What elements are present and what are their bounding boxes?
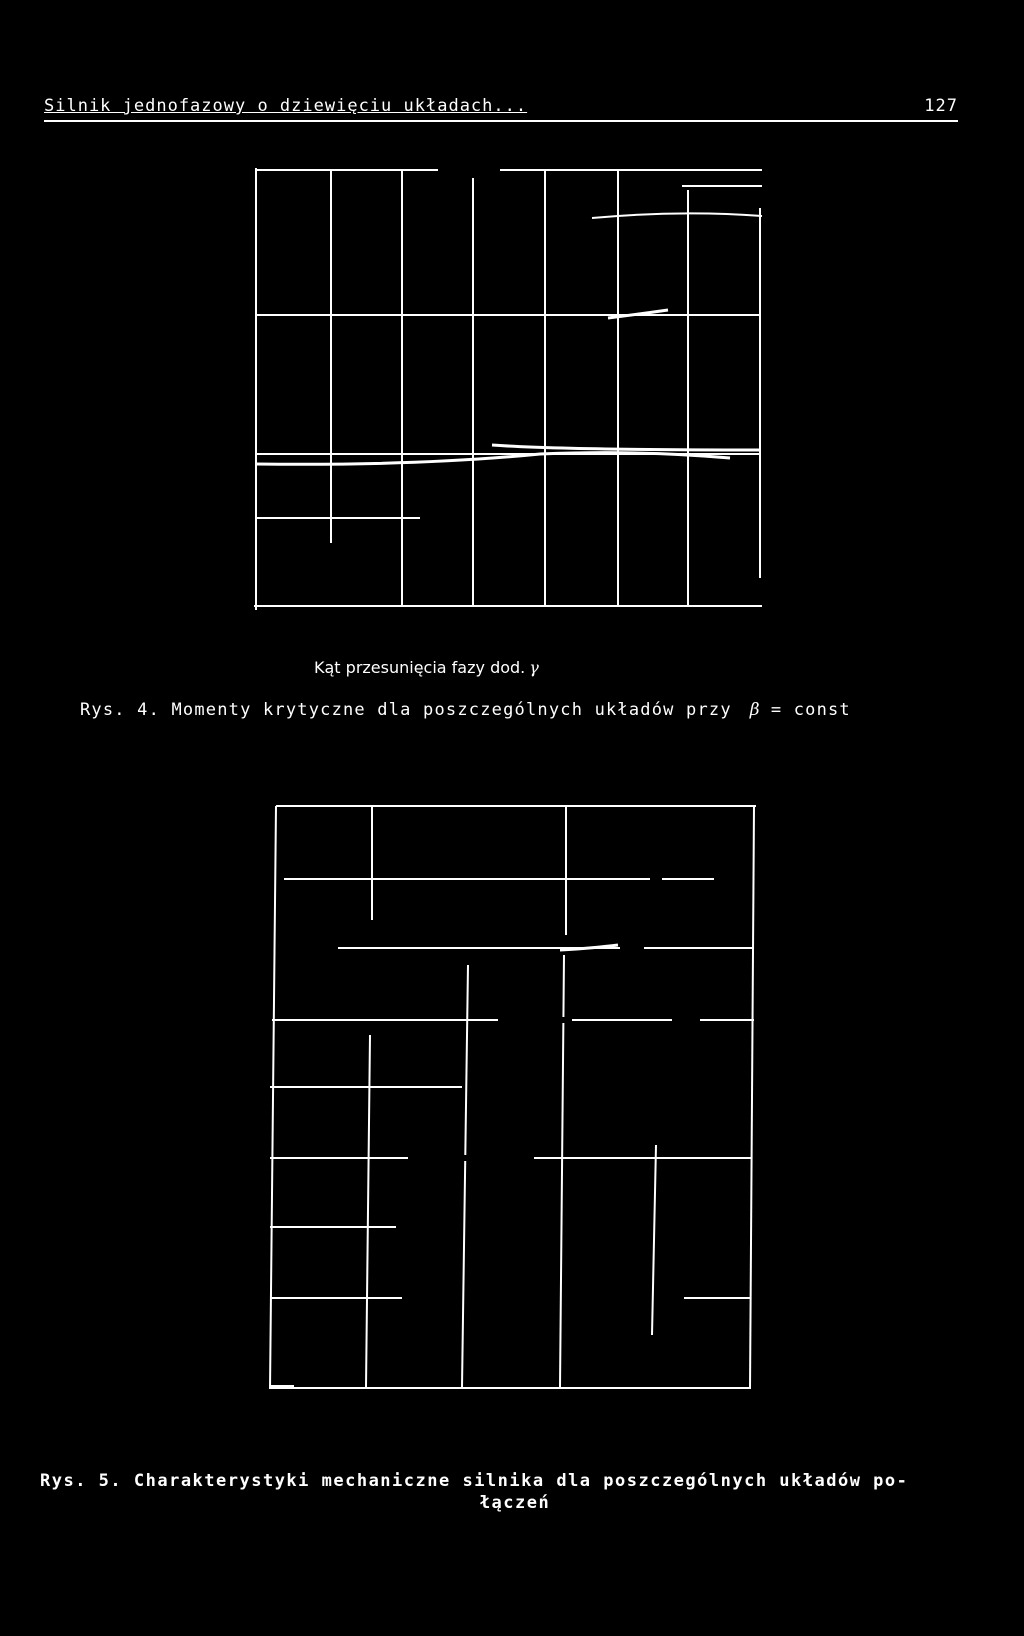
running-title: Silnik jednofazowy o dziewięciu układach... [44,96,528,116]
x-axis-label-text: Kąt przesunięcia fazy dod. [314,658,526,677]
gamma-symbol: γ [529,658,539,677]
fig5-vgrid-2 [462,965,468,1387]
figure-5-plot [0,795,1024,1395]
caption5-line2: łączeń [479,1493,551,1513]
figure-5-caption [40,1471,990,1513]
figure-4-caption [80,700,851,720]
page-number: 127 [924,96,958,116]
fig5-vgrid-4 [652,1145,656,1335]
figure-4-plot [0,160,1024,620]
fig4-curve-3 [492,445,760,450]
x-axis-label [314,658,539,677]
caption5-line1: Rys. 5. Charakterystyki mechaniczne silnika dla poszczególnych układów po- [40,1471,909,1491]
caption4-text: Rys. 4. Momenty krytyczne dla poszczególnych układów przy [80,700,732,720]
running-header [44,94,958,122]
caption4-suffix: = const [770,700,851,720]
fig5-frame-left [270,806,276,1389]
beta-symbol: β [749,700,761,720]
fig5-frame-right [750,806,754,1389]
